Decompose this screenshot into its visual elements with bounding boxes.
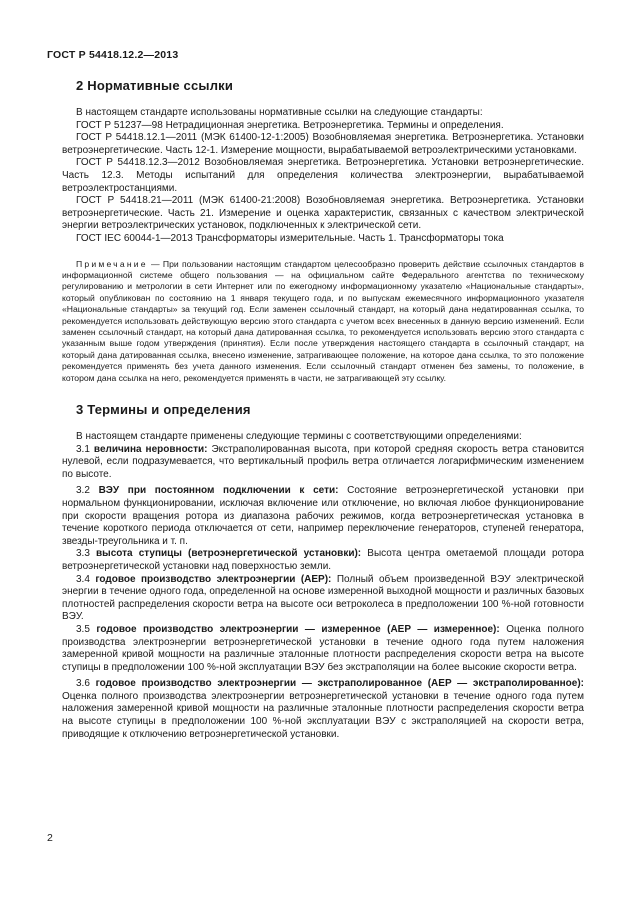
note bbox=[62, 259, 584, 384]
term-text: Полный объем произведенной ВЭУ электрической энергии в течение одного года, определенной на основе измеренной выходной мощности и различных базовых плотностей распределения скорости ветра на высоте оси ветроколеса в предположении 100 %-ной готовности ВЭУ. bbox=[62, 573, 584, 623]
term-definition: 3.2 ВЭУ при постоянном подключении к сети: Состояние ветроэнергетической установки при нормальном функционировании, исключая включение или отключение, но включая любое функционирование при скорости вращения ротора из диапазона рабочих режимов, когда ветроэнергетическая установка в течение короткого периода отключается от сети, например переключение генераторов, ступеней генератора, звезды-треугольника и т. п. bbox=[62, 485, 584, 547]
reference-item: ГОСТ Р 54418.12.3—2012 Возобновляемая энергетика. Ветроэнергетика. Установки ветроэнергетические. Часть 12.3. Методы испытаний для определения количества электроэнергии, вырабатываемой ветроэлектростанциями. bbox=[62, 157, 584, 194]
reference-item: ГОСТ Р 54418.12.1—2011 (МЭК 61400-12-1:2005) Возобновляемая энергетика. Ветроэнергетика. Установки ветроэнергетические. Часть 12-1. Измерение мощности, вырабатываемой ветроэлектрическими установками. bbox=[62, 132, 584, 156]
term-name: годовое производство электроэнергии (AEP): bbox=[95, 573, 332, 585]
term-name: ВЭУ при постоянном подключении к сети: bbox=[98, 485, 339, 497]
page-number: 2 bbox=[47, 832, 53, 844]
term-definition: 3.3 высота ступицы (ветроэнергетической установки): Высота центра ометаемой площади ротора ветроэнергетической установки над поверхностью земли. bbox=[62, 548, 584, 572]
section-intro: В настоящем стандарте применены следующие термины с соответствующими определениями: bbox=[76, 431, 522, 442]
reference-item: ГОСТ Р 51237—98 Нетрадиционная энергетика. Ветроэнергетика. Термины и определения. bbox=[76, 119, 504, 131]
note-label: Примечание bbox=[76, 258, 148, 269]
term-definition: 3.6 годовое производство электроэнергии — экстраполированное (AEP — экстраполированное): Оценка полного производства электроэнергии ветроэнергетической установки в течение одного года путем наложения замеренной кривой мощности на различные эталонные плотности распределения скорости ветра на высоте ступицы в предположении 100 %-ной эксплуатации ВЭУ с экстраполяцией на скорости ветра, приводящие к отключению ветроэнергетической установки. bbox=[62, 678, 584, 740]
term-text: Оценка полного производства электроэнергии ветроэнергетической установки в течение одного года путем наложения замеренной кривой мощности на различные эталонные плотности распределения скорости ветра на высоте ступицы в предположении 100 %-ной эксплуатации ВЭУ без экстраполяции на более высокие скорости ветра. bbox=[62, 623, 584, 673]
term-text: Высота центра ометаемой площади ротора ветроэнергетической установки над поверхностью земли. bbox=[62, 548, 584, 572]
document-header: ГОСТ Р 54418.12.2—2013 bbox=[47, 49, 179, 61]
term-name: величина неровности: bbox=[93, 443, 208, 455]
term-definition: 3.1 величина неровности: Экстраполированная высота, при которой средняя скорость ветра становится нулевой, если подразумевается, что вертикальный профиль ветра отличается логарифмическим изменением по высоте. bbox=[62, 443, 584, 480]
term-text: Экстраполированная высота, при которой средняя скорость ветра становится нулевой, если подразумевается, что вертикальный профиль ветра отличается логарифмическим изменением по высоте. bbox=[62, 443, 584, 480]
section-normative-references bbox=[62, 78, 584, 384]
section-title: 3 Термины и определения bbox=[76, 402, 251, 417]
term-name: высота ступицы (ветроэнергетической установки): bbox=[96, 548, 362, 560]
term-definition: 3.5 годовое производство электроэнергии — измеренное (AEP — измеренное): Оценка полного производства электроэнергии ветроэнергетической установки в течение одного года путем наложения замеренной кривой мощности на различные эталонные плотности распределения скорости ветра на высоте ступицы в предположении 100 %-ной эксплуатации ВЭУ без экстраполяции на более высокие скорости ветра. bbox=[62, 623, 584, 673]
term-text: Оценка полного производства электроэнергии ветроэнергетической установки в течение одного года путем наложения замеренной кривой мощности на различные эталонные плотности распределения скорости ветра на высоте ступицы в предположении 100 %-ной эксплуатации ВЭУ с экстраполяцией на скорости ветра, приводящие к отключению ветроэнергетической установки. bbox=[62, 690, 584, 740]
term-name: годовое производство электроэнергии — экстраполированное (AEP — экстраполированное): bbox=[95, 678, 584, 690]
term-name: годовое производство электроэнергии — измеренное (AEP — измеренное): bbox=[96, 623, 500, 635]
reference-item: ГОСТ IEC 60044-1—2013 Трансформаторы измерительные. Часть 1. Трансформаторы тока bbox=[76, 232, 504, 244]
section-title: 2 Нормативные ссылки bbox=[76, 78, 234, 93]
term-definition: 3.4 годовое производство электроэнергии (AEP): Полный объем произведенной ВЭУ электрической энергии в течение одного года, определенной на основе измеренной выходной мощности и различных базовых плотностей распределения скорости ветра на высоте оси ветроколеса в предположении 100 %-ной готовности ВЭУ. bbox=[62, 573, 584, 623]
page-body bbox=[62, 78, 584, 741]
note-text: — При пользовании настоящим стандартом целесообразно проверить действие ссылочных стандартов в информационной системе общего пользования — на официальном сайте Федерального агентства по техническому регулированию и метрологии в сети Интернет или по ежегодному информационному указателю «Национальные стандарты», который опубликован по состоянию на 1 января текущего года, и по выпускам ежемесячного информационного указателя «Национальные стандарты» за текущий год. Если заменен ссылочный стандарт, на который дана недатированная ссылка, то рекомендуется использовать действующую версию этого стандарта с учетом всех внесенных в данную версию изменений. Если заменен ссылочный стандарт, на который дана датированная ссылка, то рекомендуется использовать версию этого стандарта с указанным выше годом утверждения (принятия). Если после утверждения настоящего стандарта в ссылочный стандарт, на который дана датированная ссылка, внесено изменение, затрагивающее положение, на которое дана ссылка, то это положение рекомендуется применять без учета данного изменения. Если ссылочный стандарт отменен без замены, то положение, в котором дана ссылка на него, рекомендуется применять в части, не затрагивающей эту ссылку. bbox=[62, 258, 584, 383]
reference-item: ГОСТ Р 54418.21—2011 (МЭК 61400-21:2008) Возобновляемая энергетика. Ветроэнергетика. Установки ветроэнергетические. Часть 21. Измерение и оценка характеристик, связанных с качеством электрической энергии ветроэлектрических установок, подключенных к электрической сети. bbox=[62, 195, 584, 232]
section-intro: В настоящем стандарте использованы нормативные ссылки на следующие стандарты: bbox=[76, 107, 483, 118]
term-text: Состояние ветроэнергетической установки при нормальном функционировании, исключая включение или отключение, но включая любое функционирование при скорости вращения ротора из диапазона рабочих режимов, когда ветроэнергетическая установка в течение короткого периода отключается от сети, например переключение генераторов, ступеней генератора, звезды-треугольника и т. п. bbox=[62, 485, 584, 547]
section-terms-definitions bbox=[62, 402, 584, 741]
